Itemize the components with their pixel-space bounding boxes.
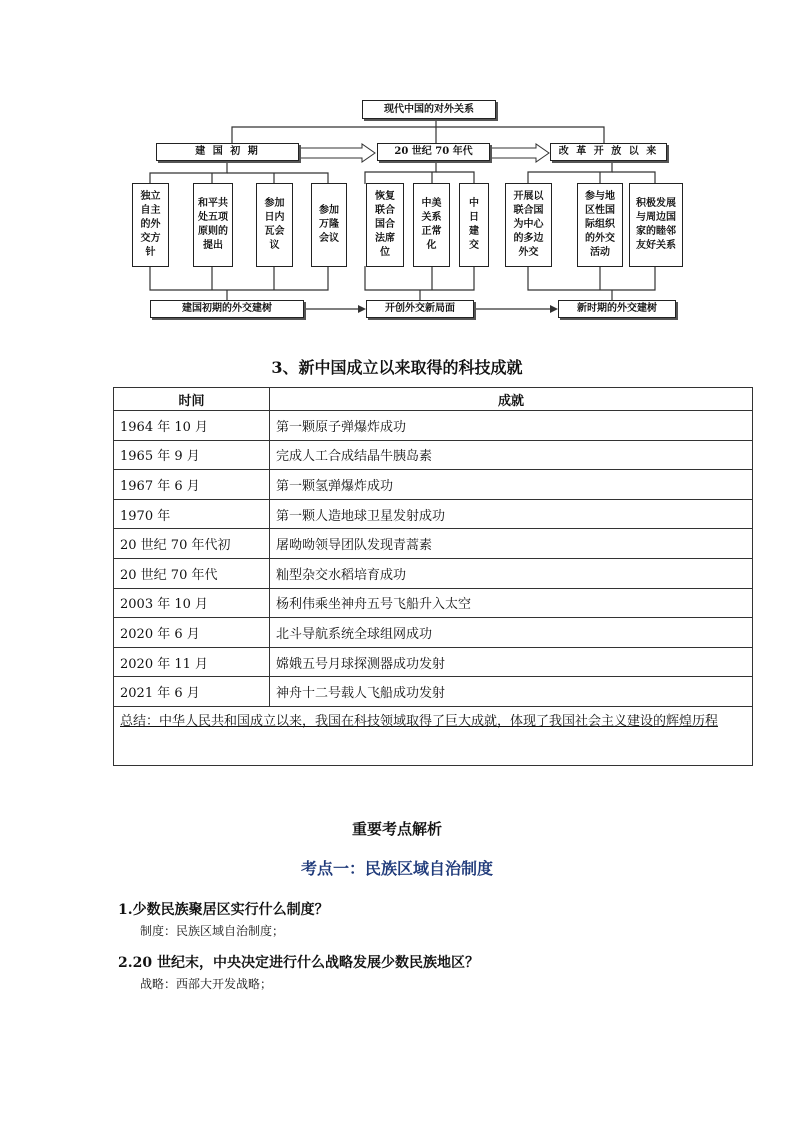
table-header-row bbox=[114, 388, 753, 411]
question-1: 1.少数民族聚居区实行什么制度？ bbox=[118, 902, 329, 918]
period-70s: 20 世纪 70 年代 bbox=[377, 143, 490, 161]
table-row bbox=[114, 677, 753, 707]
cell-achievement: 屠呦呦领导团队发现青蒿素 bbox=[270, 529, 753, 559]
item-regional-orgs: 参与地 区性国 际组织 的外交 活动 bbox=[577, 183, 623, 267]
answer-2: 战略：西部大开发战略； bbox=[140, 977, 273, 991]
item-bandung: 参加 万隆 会议 bbox=[311, 183, 347, 267]
table-row bbox=[114, 499, 753, 529]
cell-achievement: 第一颗氢弹爆炸成功 bbox=[270, 470, 753, 500]
table-row bbox=[114, 470, 753, 500]
cell-achievement: 嫦娥五号月球探测器成功发射 bbox=[270, 647, 753, 677]
cell-time: 1970 年 bbox=[114, 499, 270, 529]
cell-time: 20 世纪 70 年代 bbox=[114, 558, 270, 588]
answer-1: 制度：民族区域自治制度； bbox=[140, 924, 285, 938]
table-row bbox=[114, 588, 753, 618]
diagram-root: 现代中国的对外关系 bbox=[362, 100, 496, 119]
cell-achievement: 第一颗人造地球卫星发射成功 bbox=[270, 499, 753, 529]
cell-time: 2020 年 6 月 bbox=[114, 618, 270, 648]
item-multilateral: 开展以 联合国 为中心 的多边 外交 bbox=[505, 183, 552, 267]
achievements-table bbox=[113, 387, 753, 766]
table-row bbox=[114, 558, 753, 588]
cell-achievement: 神舟十二号载人飞船成功发射 bbox=[270, 677, 753, 707]
cell-achievement: 杨利伟乘坐神舟五号飞船升入太空 bbox=[270, 588, 753, 618]
item-neighbors: 积极发展 与周边国 家的睦邻 友好关系 bbox=[629, 183, 683, 267]
cell-time: 2003 年 10 月 bbox=[114, 588, 270, 618]
column-header-time: 时间 bbox=[114, 388, 270, 411]
cell-achievement: 完成人工合成结晶牛胰岛素 bbox=[270, 440, 753, 470]
item-un-seat: 恢复 联合 国合 法席 位 bbox=[366, 183, 404, 267]
cell-time: 1965 年 9 月 bbox=[114, 440, 270, 470]
cell-time: 2020 年 11 月 bbox=[114, 647, 270, 677]
table-row bbox=[114, 618, 753, 648]
item-geneva: 参加 日内 瓦会 议 bbox=[256, 183, 293, 267]
cell-time: 20 世纪 70 年代初 bbox=[114, 529, 270, 559]
table-row bbox=[114, 411, 753, 441]
item-japan-relations: 中 日 建 交 bbox=[459, 183, 489, 267]
cell-achievement: 第一颗原子弹爆炸成功 bbox=[270, 411, 753, 441]
period-early: 建 国 初 期 bbox=[156, 143, 299, 161]
diagram-connectors bbox=[0, 0, 794, 330]
period-reform: 改 革 开 放 以 来 bbox=[550, 143, 667, 161]
outcome-new-era: 新时期的外交建树 bbox=[558, 300, 676, 318]
cell-time: 1964 年 10 月 bbox=[114, 411, 270, 441]
outcome-new-situation: 开创外交新局面 bbox=[366, 300, 474, 318]
table-row bbox=[114, 529, 753, 559]
item-us-relations: 中美 关系 正常 化 bbox=[413, 183, 450, 267]
topic-heading: 考点一：民族区域自治制度 bbox=[300, 859, 493, 878]
table-summary: 总结：中华人民共和国成立以来，我国在科技领域取得了巨大成就，体现了我国社会主义建设的辉煌历程 bbox=[114, 706, 753, 765]
cell-achievement: 籼型杂交水稻培育成功 bbox=[270, 558, 753, 588]
table-row bbox=[114, 647, 753, 677]
item-five-principles: 和平共 处五项 原则的 提出 bbox=[193, 183, 233, 267]
outcome-early: 建国初期的外交建树 bbox=[150, 300, 304, 318]
cell-time: 1967 年 6 月 bbox=[114, 470, 270, 500]
column-header-achievement: 成就 bbox=[270, 388, 753, 411]
analysis-title: 重要考点解析 bbox=[351, 820, 442, 838]
table-row bbox=[114, 440, 753, 470]
section-title: 3、新中国成立以来取得的科技成就 bbox=[271, 358, 523, 377]
summary-row bbox=[114, 706, 753, 765]
item-independent-policy: 独立 自主 的外 交方 针 bbox=[132, 183, 169, 267]
question-2: 2.20 世纪末，中央决定进行什么战略发展少数民族地区？ bbox=[118, 955, 479, 971]
cell-time: 2021 年 6 月 bbox=[114, 677, 270, 707]
cell-achievement: 北斗导航系统全球组网成功 bbox=[270, 618, 753, 648]
